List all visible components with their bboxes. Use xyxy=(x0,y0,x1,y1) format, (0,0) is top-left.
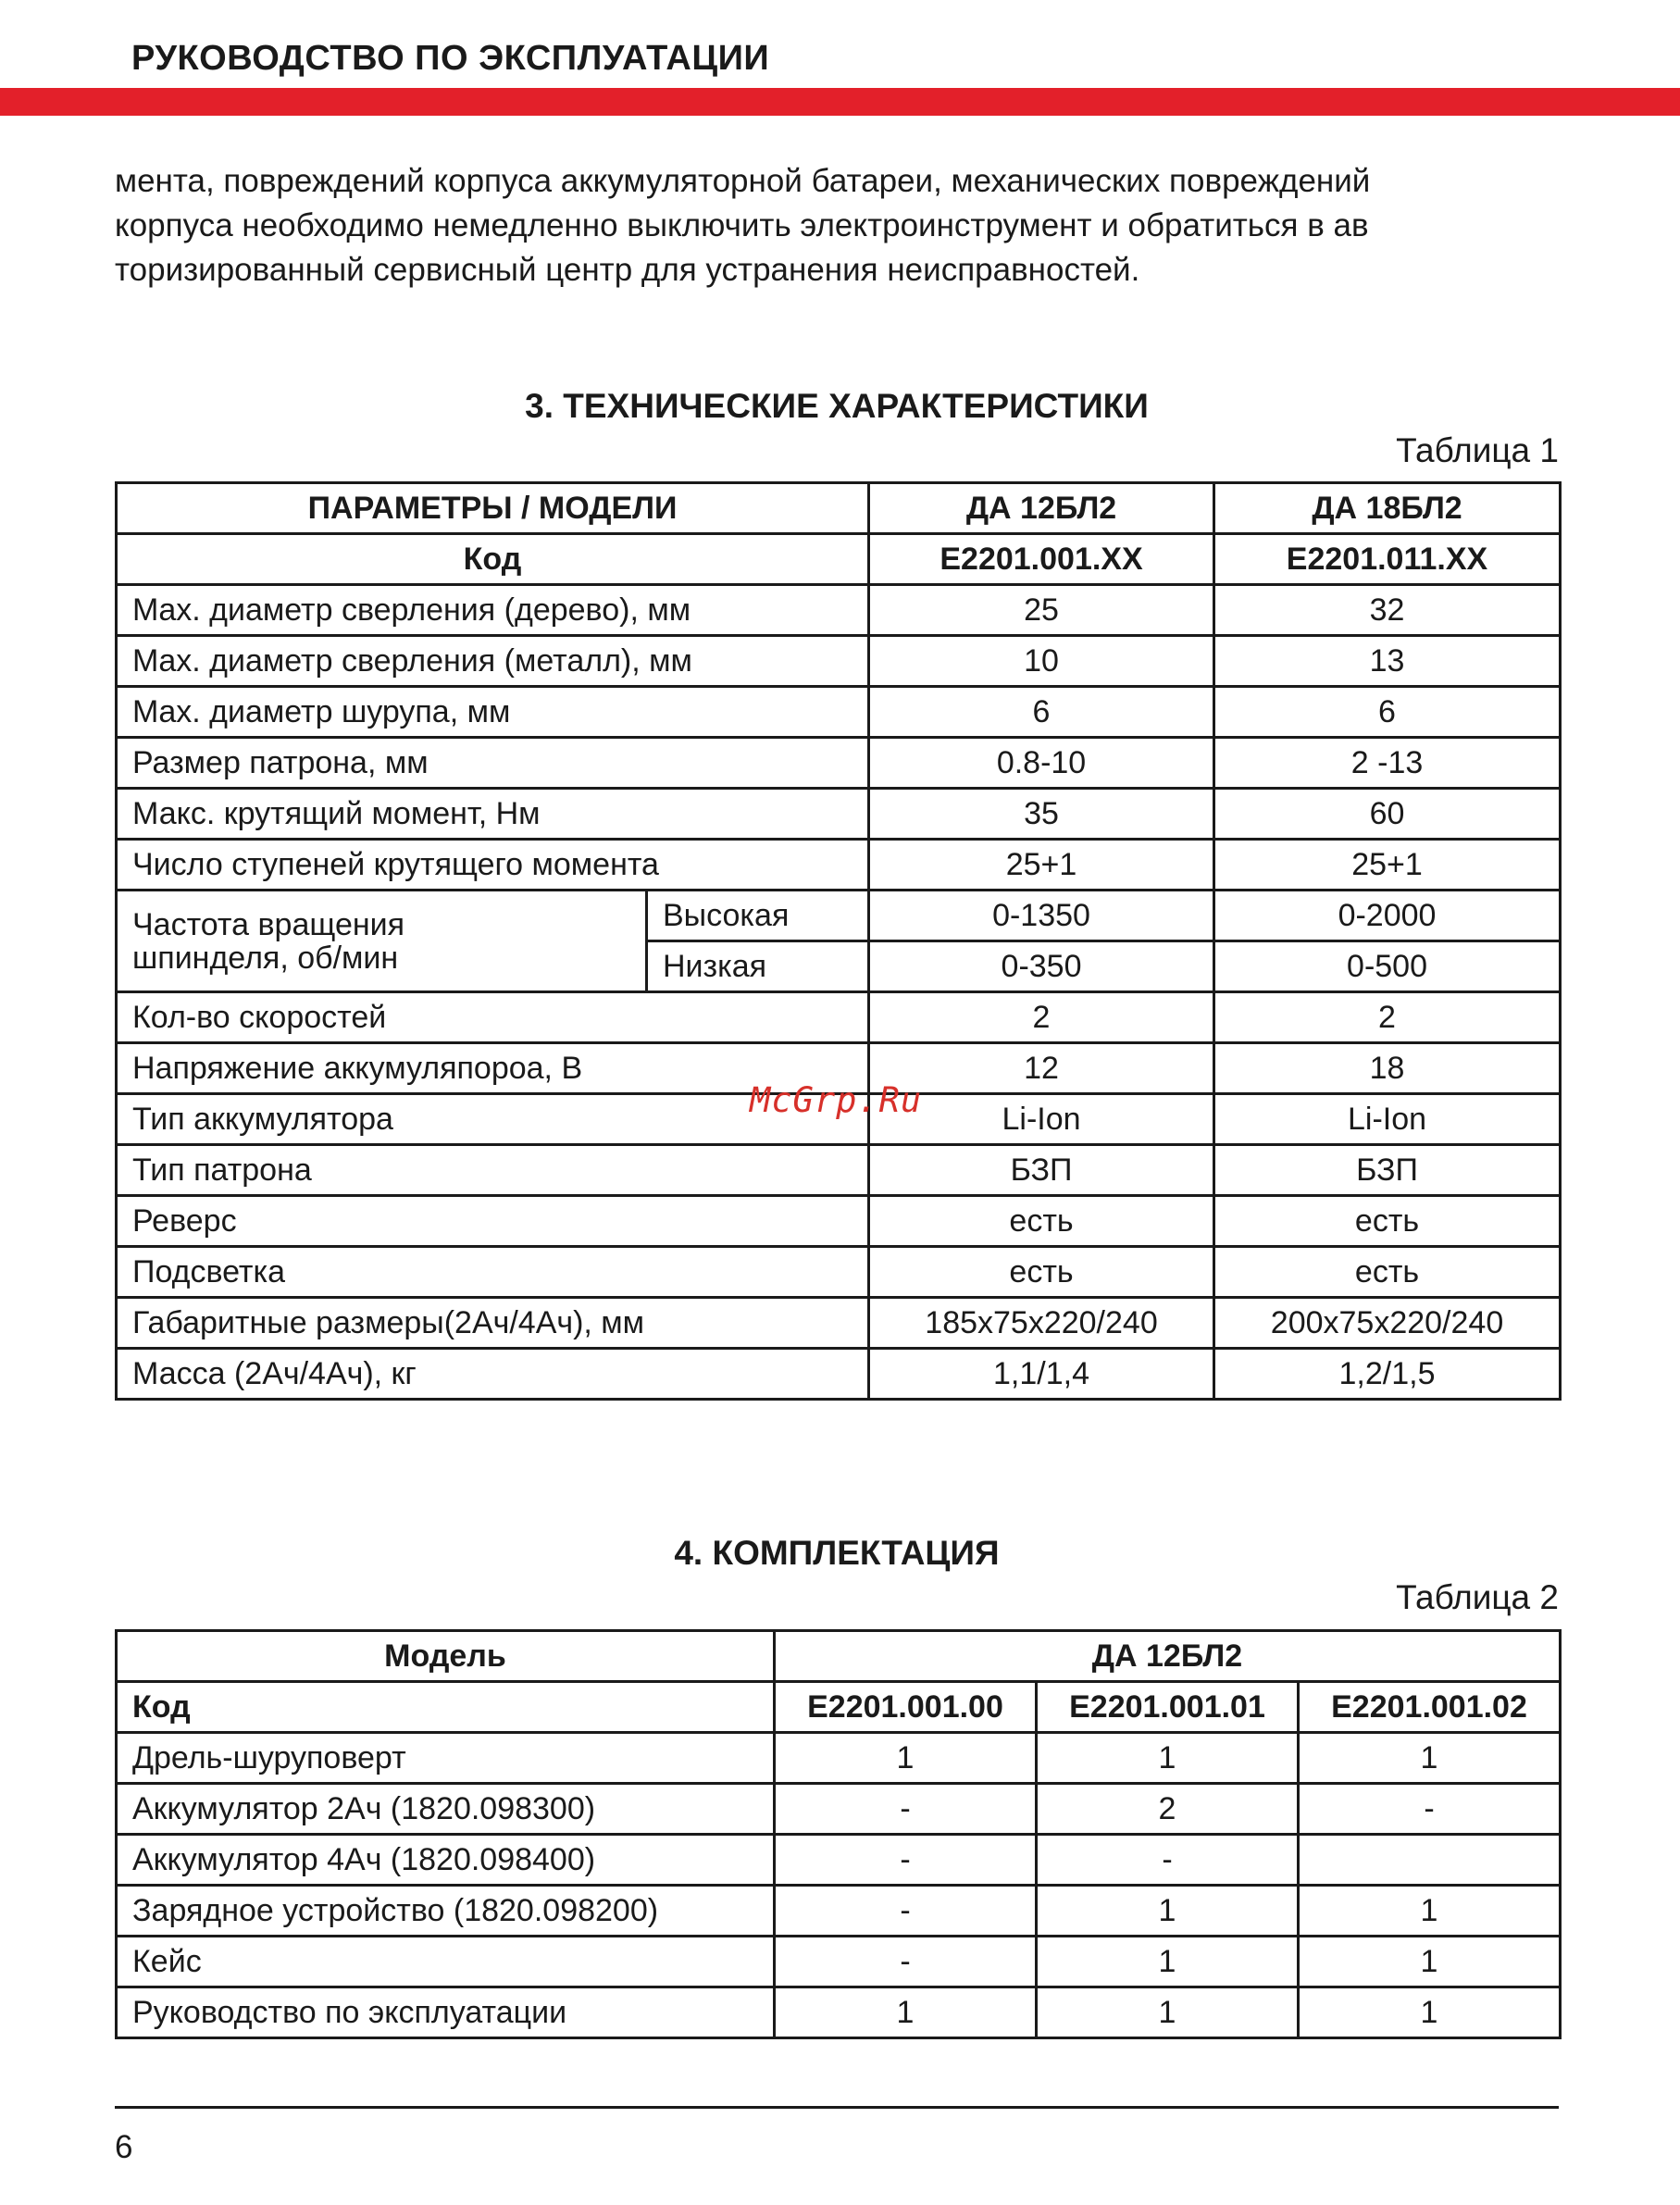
specifications-table xyxy=(115,481,1562,1401)
row-value-model-1: 2 xyxy=(869,992,1214,1043)
header-model-label: Модель xyxy=(117,1631,775,1682)
code-model-1: E2201.001.XX xyxy=(869,534,1214,585)
table-row xyxy=(117,1987,1561,2038)
code-row xyxy=(117,1682,1561,1733)
row-label: Напряжение аккумуляпороа, В xyxy=(117,1043,869,1094)
section-4-title: 4. КОМПЛЕКТАЦИЯ xyxy=(674,1534,1000,1572)
rotation-low-model-1: 0-350 xyxy=(869,941,1214,992)
row-value-model-2: 25+1 xyxy=(1214,840,1561,891)
row-value-model-2: 60 xyxy=(1214,789,1561,840)
row-value-variant-2: 1 xyxy=(1037,1733,1299,1784)
rotation-low-label: Низкая xyxy=(647,941,869,992)
header-model-1: ДА 12БЛ2 xyxy=(869,483,1214,534)
row-value-model-2: БЗП xyxy=(1214,1145,1561,1196)
row-label: Кол-во скоростей xyxy=(117,992,869,1043)
table-row xyxy=(117,891,1561,941)
row-value-model-2: 1,2/1,5 xyxy=(1214,1349,1561,1400)
row-value-variant-2: 2 xyxy=(1037,1784,1299,1835)
row-value-model-1: 25 xyxy=(869,585,1214,636)
table-header-row xyxy=(117,483,1561,534)
row-value-model-2: Li-Ion xyxy=(1214,1094,1561,1145)
header-red-bar xyxy=(0,88,1680,116)
table-row xyxy=(117,789,1561,840)
row-value-variant-2: 1 xyxy=(1037,1937,1299,1987)
row-value-variant-1: - xyxy=(775,1937,1037,1987)
table-row xyxy=(117,1145,1561,1196)
table-row xyxy=(117,1349,1561,1400)
table-1-caption: Таблица 1 xyxy=(1396,431,1559,469)
row-value-model-1: 25+1 xyxy=(869,840,1214,891)
rotation-high-model-2: 0-2000 xyxy=(1214,891,1561,941)
row-value-model-2: 6 xyxy=(1214,687,1561,738)
table-row xyxy=(117,1733,1561,1784)
package-contents-table xyxy=(115,1629,1562,2039)
row-value-model-2: 2 -13 xyxy=(1214,738,1561,789)
row-value-variant-1: 1 xyxy=(775,1733,1037,1784)
row-label: Макс. крутящий момент, Нм xyxy=(117,789,869,840)
row-value-variant-1: - xyxy=(775,1784,1037,1835)
row-label: Реверс xyxy=(117,1196,869,1247)
intro-paragraph xyxy=(115,159,1564,293)
table-row xyxy=(117,585,1561,636)
row-value-model-1: 35 xyxy=(869,789,1214,840)
footer-divider xyxy=(115,2106,1559,2109)
row-value-model-1: 185x75x220/240 xyxy=(869,1298,1214,1349)
intro-line: мента, повреждений корпуса аккумуляторной батареи, механических повреждений xyxy=(115,163,1371,199)
row-label: Масса (2Ач/4Ач), кг xyxy=(117,1349,869,1400)
row-label: Число ступеней крутящего момента xyxy=(117,840,869,891)
row-value-model-2: 2 xyxy=(1214,992,1561,1043)
table-row xyxy=(117,1886,1561,1937)
code-row xyxy=(117,534,1561,585)
rotation-speed-label xyxy=(117,891,647,992)
row-value-model-1: 12 xyxy=(869,1043,1214,1094)
page-header-title: РУКОВОДСТВО ПО ЭКСПЛУАТАЦИИ xyxy=(131,39,770,78)
table-row xyxy=(117,687,1561,738)
row-label: Аккумулятор 2Ач (1820.098300) xyxy=(117,1784,775,1835)
table-row xyxy=(117,738,1561,789)
table-header-row xyxy=(117,1631,1561,1682)
rotation-high-label: Высокая xyxy=(647,891,869,941)
row-value-model-1: БЗП xyxy=(869,1145,1214,1196)
row-value-variant-2: - xyxy=(1037,1835,1299,1886)
row-label: Габаритные размеры(2Ач/4Ач), мм xyxy=(117,1298,869,1349)
row-label: Размер патрона, мм xyxy=(117,738,869,789)
row-value-variant-3: 1 xyxy=(1299,1937,1561,1987)
row-value-variant-1: 1 xyxy=(775,1987,1037,2038)
page-number: 6 xyxy=(115,2129,133,2165)
section-3-title: 3. ТЕХНИЧЕСКИЕ ХАРАКТЕРИСТИКИ xyxy=(525,387,1149,425)
row-value-variant-3: - xyxy=(1299,1784,1561,1835)
row-label: Max. диаметр сверления (дерево), мм xyxy=(117,585,869,636)
row-label: Max. диаметр шурупа, мм xyxy=(117,687,869,738)
table-row xyxy=(117,636,1561,687)
table-2-caption: Таблица 2 xyxy=(1396,1578,1559,1616)
row-value-variant-2: 1 xyxy=(1037,1886,1299,1937)
table-row xyxy=(117,1937,1561,1987)
code-variant-2: E2201.001.01 xyxy=(1037,1682,1299,1733)
row-label: Зарядное устройство (1820.098200) xyxy=(117,1886,775,1937)
row-value-variant-3: 1 xyxy=(1299,1987,1561,2038)
row-value-model-1: есть xyxy=(869,1196,1214,1247)
intro-line: торизированный сервисный центр для устранения неисправностей. xyxy=(115,252,1140,288)
row-label: Руководство по эксплуатации xyxy=(117,1987,775,2038)
header-model-name: ДА 12БЛ2 xyxy=(775,1631,1561,1682)
row-label: Дрель-шуруповерт xyxy=(117,1733,775,1784)
row-value-model-1: 0.8-10 xyxy=(869,738,1214,789)
row-label: Подсветка xyxy=(117,1247,869,1298)
row-value-variant-1: - xyxy=(775,1835,1037,1886)
row-value-variant-1: - xyxy=(775,1886,1037,1937)
row-value-model-1: есть xyxy=(869,1247,1214,1298)
table-row xyxy=(117,1835,1561,1886)
row-value-model-1: 10 xyxy=(869,636,1214,687)
row-value-model-2: 18 xyxy=(1214,1043,1561,1094)
row-value-model-2: 200x75x220/240 xyxy=(1214,1298,1561,1349)
row-value-model-2: 32 xyxy=(1214,585,1561,636)
header-model-2: ДА 18БЛ2 xyxy=(1214,483,1561,534)
code-label: Код xyxy=(117,534,869,585)
header-parameters: ПАРАМЕТРЫ / МОДЕЛИ xyxy=(117,483,869,534)
rotation-high-model-1: 0-1350 xyxy=(869,891,1214,941)
row-value-model-2: есть xyxy=(1214,1196,1561,1247)
code-variant-3: E2201.001.02 xyxy=(1299,1682,1561,1733)
table-row xyxy=(117,1196,1561,1247)
table-row xyxy=(117,992,1561,1043)
rotation-low-model-2: 0-500 xyxy=(1214,941,1561,992)
row-value-variant-2: 1 xyxy=(1037,1987,1299,2038)
rotation-label-line-1: Частота вращения xyxy=(132,906,405,942)
row-value-variant-3 xyxy=(1299,1835,1561,1886)
row-value-model-1: Li-Ion xyxy=(869,1094,1214,1145)
row-value-variant-3: 1 xyxy=(1299,1886,1561,1937)
code-model-2: E2201.011.XX xyxy=(1214,534,1561,585)
table-row xyxy=(117,1298,1561,1349)
row-label: Тип аккумулятора xyxy=(117,1094,869,1145)
row-label: Аккумулятор 4Ач (1820.098400) xyxy=(117,1835,775,1886)
intro-line: корпуса необходимо немедленно выключить электроинструмент и обратиться в ав xyxy=(115,207,1369,243)
row-label: Кейс xyxy=(117,1937,775,1987)
row-value-variant-3: 1 xyxy=(1299,1733,1561,1784)
row-value-model-1: 6 xyxy=(869,687,1214,738)
code-variant-1: E2201.001.00 xyxy=(775,1682,1037,1733)
rotation-label-line-2: шпинделя, об/мин xyxy=(132,940,399,976)
row-value-model-2: 13 xyxy=(1214,636,1561,687)
table-row xyxy=(117,1784,1561,1835)
watermark-text: McGrp.Ru xyxy=(750,1080,923,1120)
table-row xyxy=(117,840,1561,891)
row-label: Тип патрона xyxy=(117,1145,869,1196)
row-value-model-2: есть xyxy=(1214,1247,1561,1298)
row-value-model-1: 1,1/1,4 xyxy=(869,1349,1214,1400)
row-label: Max. диаметр сверления (металл), мм xyxy=(117,636,869,687)
code-label: Код xyxy=(117,1682,775,1733)
table-row xyxy=(117,1247,1561,1298)
